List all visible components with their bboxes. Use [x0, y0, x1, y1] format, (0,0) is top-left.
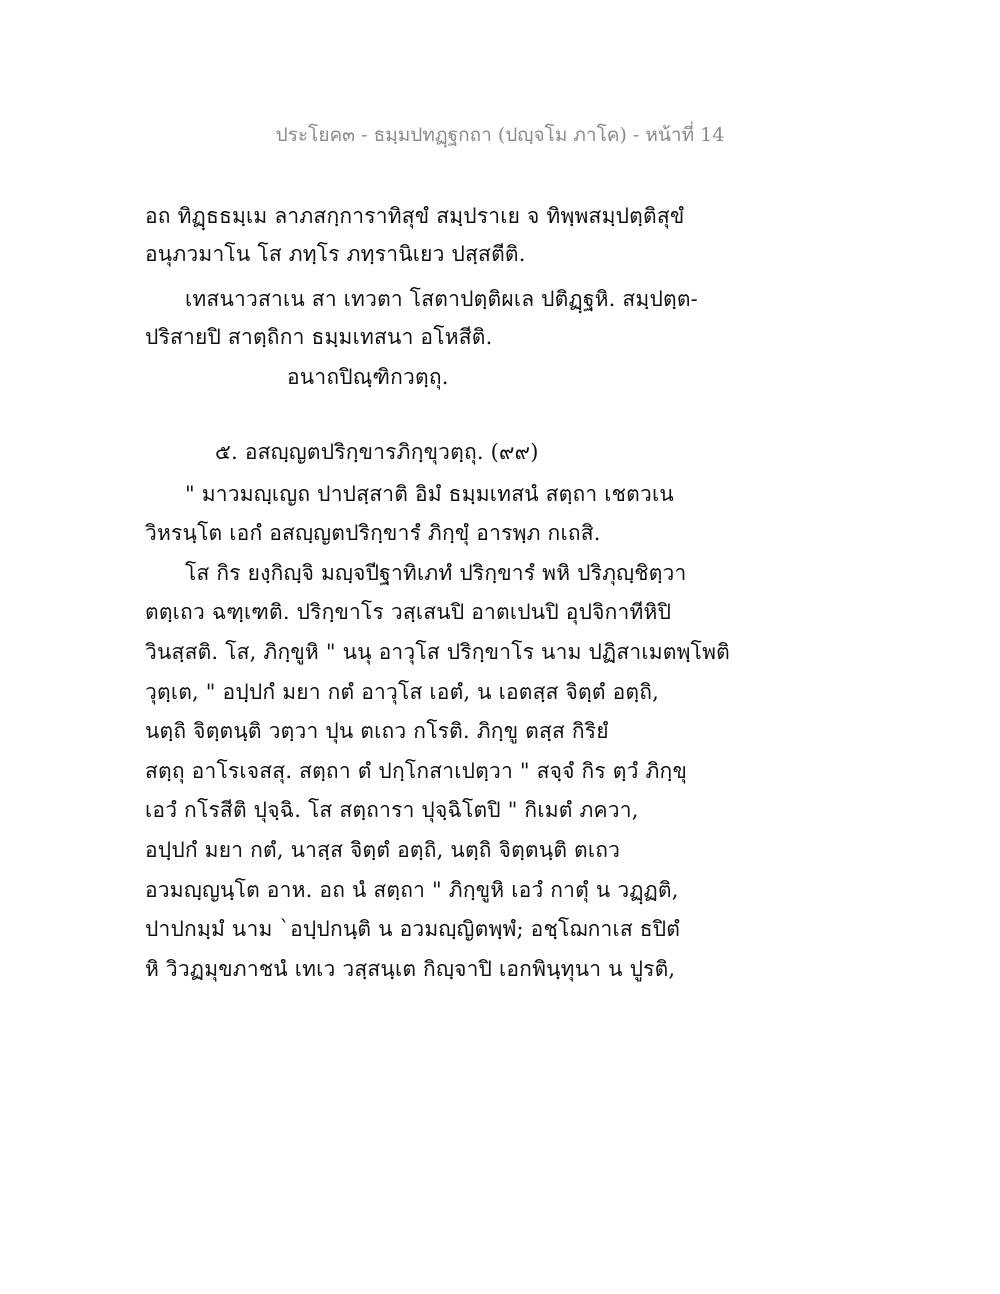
body-line: อถ ทิฏฺธธมฺเม ลาภสกฺการาทิสุขํ สมฺปราเย จ ทิพฺพสมฺปตฺติสุขํ — [145, 204, 685, 228]
story-end-title: อนาถปิณฺฑิกวตฺถุ. — [287, 365, 449, 389]
body-line: อนุภวมาโน โส ภทฺโร ภทฺรานิเยว ปสฺสตีติ. — [145, 242, 526, 266]
body-line: เทสนาวสาเน สา เทวตา โสตาปตฺติผเล ปติฏฺฐหิ. สมฺปตฺต- — [185, 287, 698, 311]
body-line: ตตฺเถว ฉฑฺเฑติ. ปริกฺขาโร วสฺเสนปิ อาตเปนปิ อุปจิกาทีหิปิ — [145, 600, 672, 624]
body-line: ปริสายปิ สาตฺถิกา ธมฺมเทสนา อโหสีติ. — [145, 325, 493, 349]
body-line: วินสฺสติ. โส, ภิกฺขูหิ " นนุ อาวุโส ปริกฺขาโร นาม ปฏิสาเมตพฺโพติ — [145, 640, 731, 664]
body-line: โส กิร ยงฺกิญฺจิ มญฺจปีฐาทิเภทํ ปริกฺขารํ พหิ ปริภุญฺชิตฺวา — [185, 561, 687, 585]
body-line: วุตฺเต, " อปฺปกํ มยา กตํ อาวุโส เอตํ, น เอตสฺส จิตฺตํ อตฺถิ, — [145, 680, 660, 704]
page-header: ประโยค๓ - ธมฺมปทฏฺฐกถา (ปญฺจโม ภาโค) - หน้าที่ 14 — [275, 124, 725, 146]
body-line: " มาวมญฺเญถ ปาปสฺสาติ อิมํ ธมฺมเทสนํ สตฺถา เชตวเน — [185, 482, 674, 506]
body-line: หิ วิวฏมุขภาชนํ เทเว วสฺสนฺเต กิญฺจาปิ เอกพินฺทุนา น ปูรติ, — [145, 957, 676, 981]
body-line: นตฺถิ จิตฺตนฺติ วตฺวา ปุน ตเถว กโรติ. ภิกฺขู ตสฺส กิริยํ — [145, 719, 609, 743]
body-line: เอวํ กโรสีติ ปุจฺฉิ. โส สตฺถารา ปุจฺฉิโตปิ " กิเมตํ ภควา, — [145, 798, 639, 822]
body-line: อวมญฺญนฺโต อาห. อถ นํ สตฺถา " ภิกฺขูหิ เอวํ กาตุํ น วฏฺฏติ, — [145, 878, 679, 902]
body-line: วิหรนฺโต เอกํ อสญฺญตปริกฺขารํ ภิกฺขุํ อารพฺภ กเถสิ. — [145, 521, 601, 545]
body-line: ปาปกมฺมํ นาม `อปฺปกนฺติ น อวมญฺญิตพฺพํ; อชฺโฌกาเส ธปิตํ — [145, 917, 681, 941]
body-line: สตฺถุ อาโรเจสสุ. สตฺถา ตํ ปกฺโกสาเปตฺวา " สจฺจํ กิร ตฺวํ ภิกฺขุ — [145, 759, 688, 783]
body-line: อปฺปกํ มยา กตํ, นาสฺส จิตฺตํ อตฺถิ, นตฺถิ จิตฺตนฺติ ตเถว — [145, 838, 621, 862]
section-heading: ๕. อสญฺญตปริกฺขารภิกฺขุวตฺถุ. (๙๙) — [215, 440, 539, 464]
